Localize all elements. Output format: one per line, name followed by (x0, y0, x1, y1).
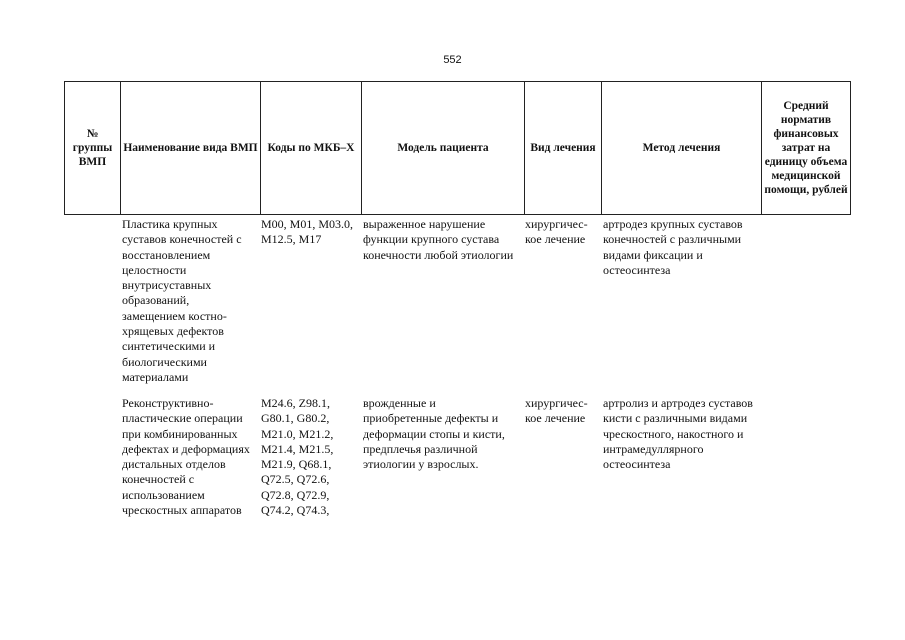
table-header (64, 81, 851, 215)
header-icd-codes: Коды по МКБ–X (261, 82, 362, 214)
row-treatment-type: хирургичес- кое лечение (525, 217, 588, 247)
row-vmp-name: Пластика крупных суставов конечностей с восстановлением целостности внутрисуставных образований, замещением костно- хрящевых дефектов синтетическими и биологическими материалами (122, 217, 242, 384)
header-patient-model: Модель пациента (362, 82, 525, 214)
row-icd-codes: M00, M01, M03.0, M12.5, M17 (261, 217, 354, 247)
header-average-cost: Средний норматив финансовых затрат на единицу объема медицинской помощи, рублей (764, 100, 848, 196)
header-group-number: № группы ВМП (65, 82, 121, 214)
header-vmp-name: Наименование вида ВМП (121, 82, 261, 214)
header-treatment-method: Метод лечения (602, 82, 762, 214)
row-vmp-name: Реконструктивно- пластические операции при комбинированных дефектах и деформациях дистальных отделов конечностей с использованием чрескостных аппаратов (122, 396, 250, 518)
header-treatment-type: Вид лечения (525, 82, 602, 214)
row-icd-codes: M24.6, Z98.1, G80.1, G80.2, M21.0, M21.2, M21.4, M21.5, M21.9, Q68.1, Q72.5, Q72.6, Q72.8, Q72.9, Q74.2, Q74.3, (261, 396, 334, 518)
row-treatment-method: артродез крупных суставов конечностей с различными видами фиксации и остеосинтеза (603, 217, 743, 277)
row-patient-model: врожденные и приобретенные дефекты и деформации стопы и кисти, предплечья различной этиологии у взрослых. (363, 396, 505, 472)
row-treatment-type: хирургичес- кое лечение (525, 396, 588, 426)
row-treatment-method: артролиз и артродез суставов кисти с различными видами чрескостного, накостного и интрамедуллярного остеосинтеза (603, 396, 753, 472)
page-number: 552 (443, 54, 462, 66)
row-patient-model: выраженное нарушение функции крупного сустава конечности любой этиологии (363, 217, 514, 262)
